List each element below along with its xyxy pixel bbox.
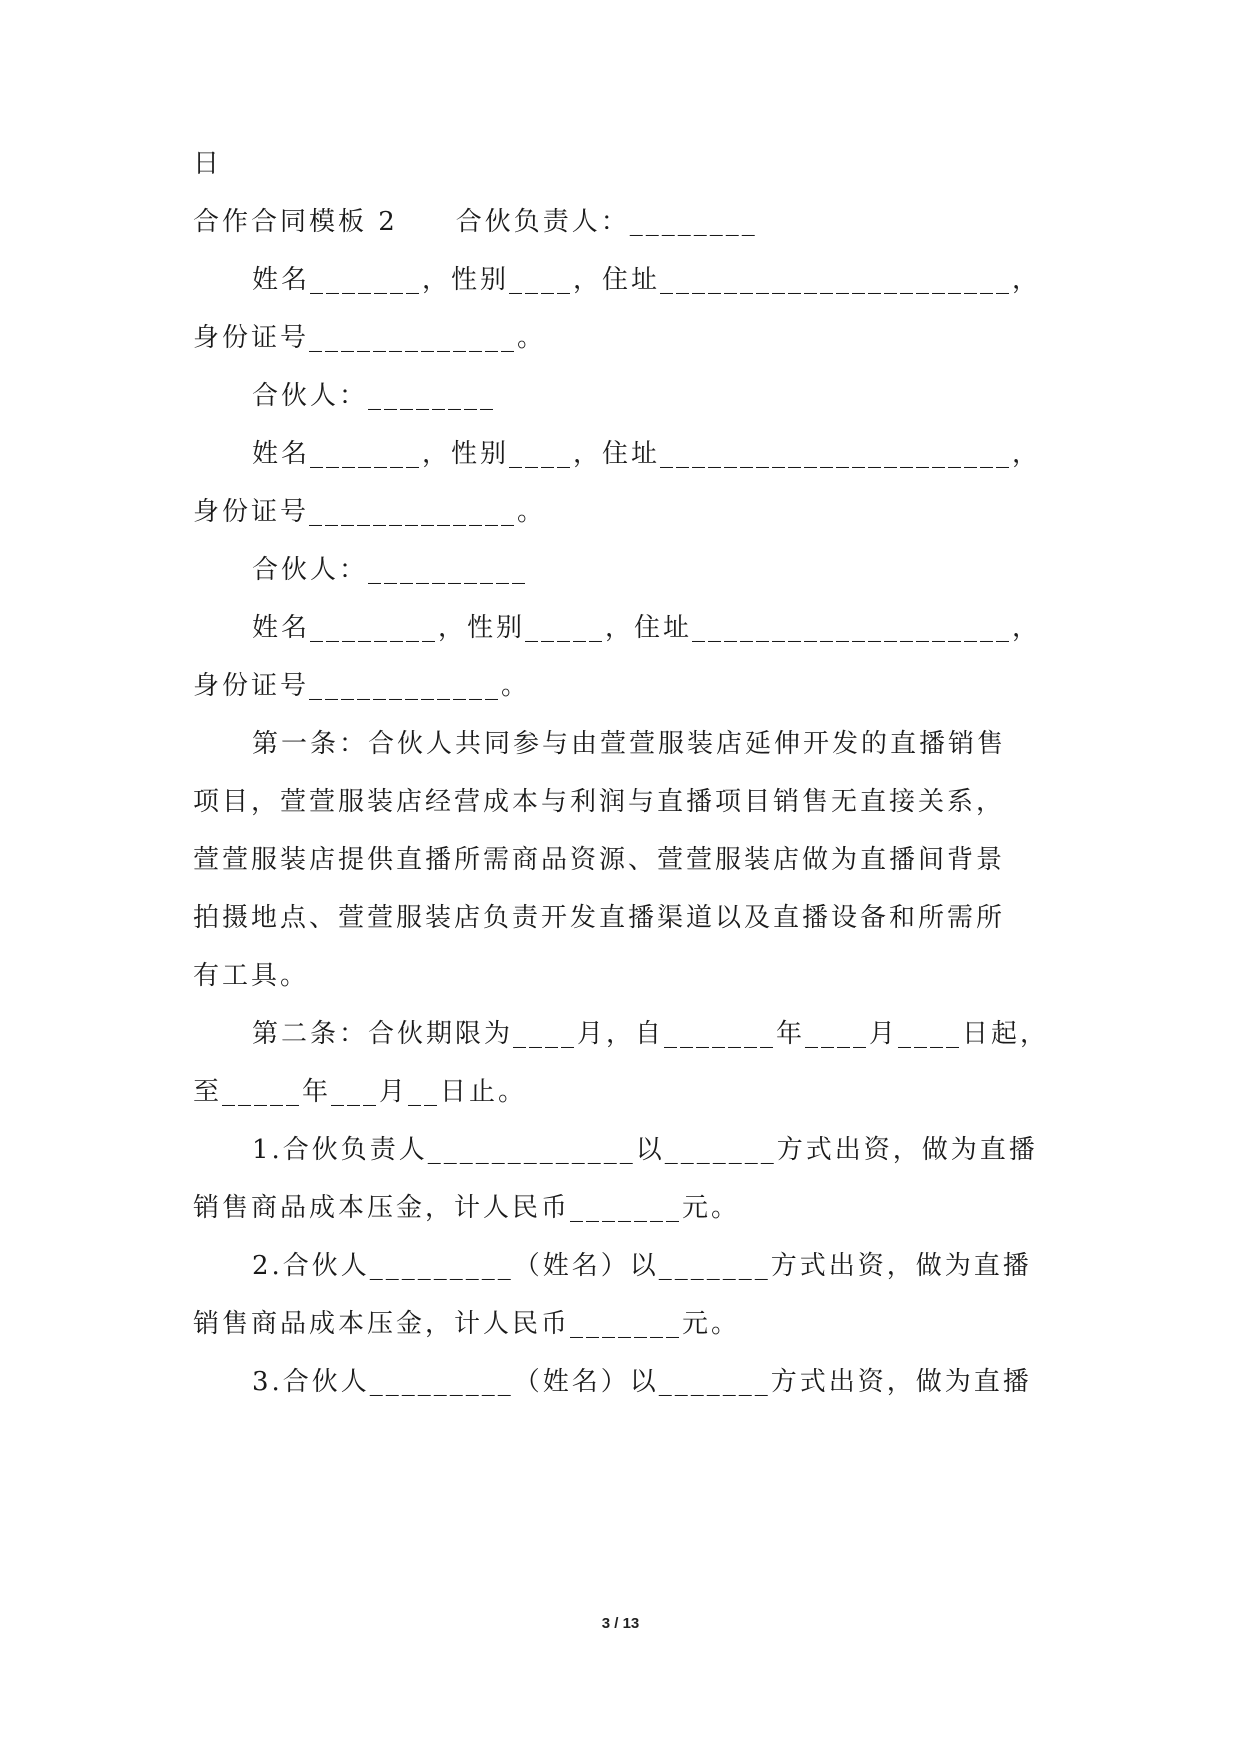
text-line: 拍摄地点、萱萱服装店负责开发直播渠道以及直播设备和所需所 [193,903,1006,933]
text-line: 3.合伙人_________（姓名）以_______方式出资，做为直播 [252,1367,1032,1397]
text-line: 萱萱服装店提供直播所需商品资源、萱萱服装店做为直播间背景 [193,845,1006,875]
text-line: 合作合同模板 2 合伙负责人：________ [193,207,758,237]
text-line: 2.合伙人_________（姓名）以_______方式出资，做为直播 [252,1251,1032,1281]
text-line: 至_____年___月__日止。 [193,1077,528,1107]
text-line: 身份证号____________。 [193,671,531,701]
text-line: 项目，萱萱服装店经营成本与利润与直播项目销售无直接关系， [193,787,1006,817]
text-line: 身份证号_____________。 [193,497,547,527]
text-line: 合伙人：__________ [252,555,529,585]
text-line: 日 [193,149,223,179]
page-number: 3 / 13 [601,1615,640,1632]
text-line: 姓名_______，性别____，住址______________________， [252,439,1042,469]
text-line: 身份证号_____________。 [193,323,547,353]
text-line: 第一条：合伙人共同参与由萱萱服装店延伸开发的直播销售 [252,729,1007,759]
text-line: 合伙人：________ [252,381,497,411]
text-line: 第二条：合伙期限为____月，自_______年____月____日起， [252,1019,1050,1049]
text-line: 销售商品成本压金，计人民币_______元。 [193,1193,741,1223]
text-line: 有工具。 [193,961,310,991]
text-line: 姓名_______，性别____，住址______________________， [252,265,1042,295]
text-line: 销售商品成本压金，计人民币_______元。 [193,1309,741,1339]
text-line: 姓名________，性别_____，住址____________________， [252,613,1042,643]
text-line: 1.合伙负责人_____________以_______方式出资，做为直播 [252,1135,1038,1165]
